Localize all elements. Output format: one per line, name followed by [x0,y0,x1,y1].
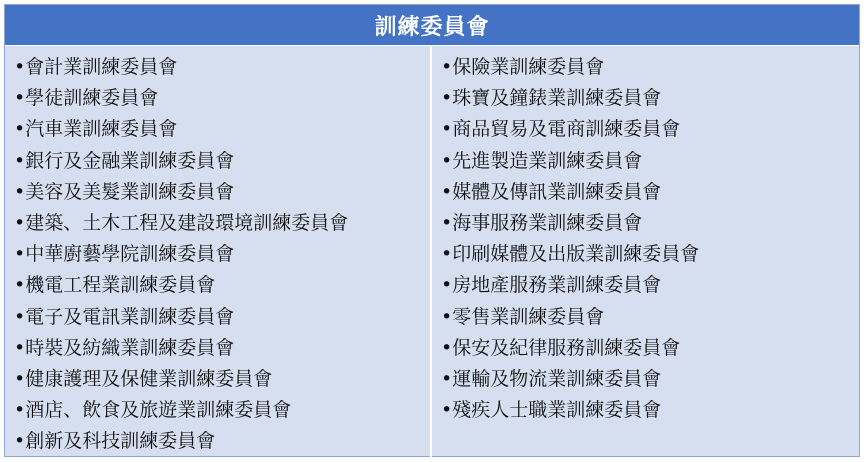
list-item: •酒店、飲食及旅遊業訓練委員會 [14,399,292,422]
list-item: •時裝及紡織業訓練委員會 [14,336,235,359]
list-item: •學徒訓練委員會 [14,87,159,110]
list-item: •電子及電訊業訓練委員會 [14,305,235,328]
list-item: •殘疾人士職業訓練委員會 [441,399,662,422]
list-item: •建築、土木工程及建設環境訓練委員會 [14,211,349,234]
committee-table [4,4,860,457]
list-item: •美容及美髮業訓練委員會 [14,180,235,203]
list-item: •會計業訓練委員會 [14,56,178,78]
list-item: •機電工程業訓練委員會 [14,274,216,297]
list-item: •銀行及金融業訓練委員會 [14,149,235,172]
list-item: •商品貿易及電商訓練委員會 [441,118,681,141]
list-item: •創新及科技訓練委員會 [14,430,216,453]
list-item: •印刷媒體及出版業訓練委員會 [441,243,700,266]
left-column [5,46,432,457]
list-item: •海事服務業訓練委員會 [441,211,643,234]
table-title: 訓練委員會 [5,5,859,46]
list-item: •珠寶及鐘錶業訓練委員會 [441,87,662,110]
list-item: •汽車業訓練委員會 [14,118,178,141]
list-item: •房地產服務業訓練委員會 [441,274,662,297]
list-item: •中華廚藝學院訓練委員會 [14,243,235,266]
list-item: •先進製造業訓練委員會 [441,149,643,172]
right-column [432,46,859,457]
list-item: •保險業訓練委員會 [441,56,605,78]
list-item: •健康護理及保健業訓練委員會 [14,367,273,390]
list-item: •零售業訓練委員會 [441,305,605,328]
list-item: •運輸及物流業訓練委員會 [441,367,662,390]
list-item: •保安及紀律服務訓練委員會 [441,336,681,359]
list-item: •媒體及傳訊業訓練委員會 [441,180,662,203]
table-body [5,46,859,457]
